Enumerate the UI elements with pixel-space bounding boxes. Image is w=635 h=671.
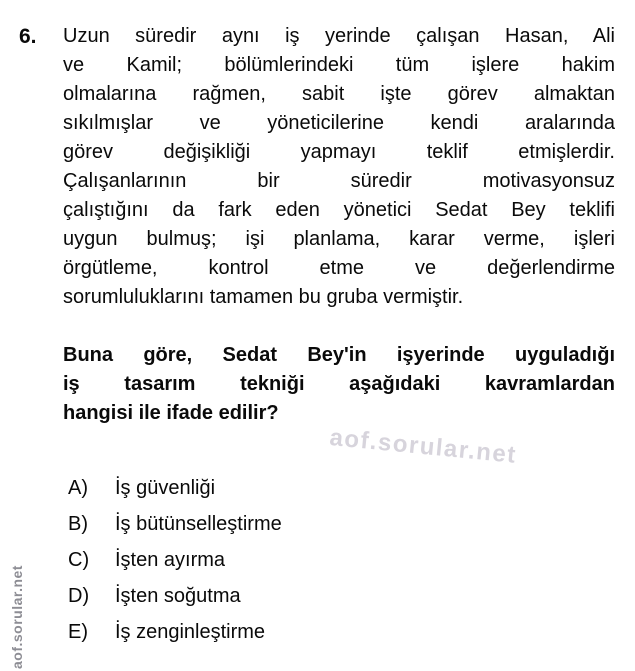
question-line: Uzun süredir aynı iş yerinde çalışan Hasan, Ali	[63, 25, 615, 47]
question-paragraph	[63, 22, 615, 312]
option-letter: D)	[68, 585, 90, 607]
option-a[interactable]	[68, 470, 488, 506]
question-line: ve Kamil; bölümlerindeki tüm işlere hakim	[63, 54, 615, 76]
question-line: olmalarına rağmen, sabit işte görev almaktan	[63, 83, 615, 105]
stem-line: iş tasarım tekniği aşağıdaki kavramlardan	[63, 373, 615, 395]
question-line: Çalışanlarının bir süredir motivasyonsuz	[63, 170, 615, 192]
option-letter: C)	[68, 549, 90, 571]
question-line: uygun bulmuş; işi planlama, karar verme, işleri	[63, 228, 615, 250]
option-letter: A)	[68, 477, 88, 499]
question-number: 6.	[19, 25, 37, 48]
question-line: sıkılmışlar ve yöneticilerine kendi aralarında	[63, 112, 615, 134]
watermark-diagonal: aof.sorular.net	[328, 424, 519, 469]
option-d[interactable]	[68, 578, 488, 614]
option-text: İşten soğutma	[115, 585, 241, 607]
watermark-vertical: aof.sorular.net	[9, 565, 25, 669]
option-text: İş zenginleştirme	[115, 621, 266, 643]
question-line: örgütleme, kontrol etme ve değerlendirme	[63, 257, 615, 279]
option-b[interactable]	[68, 506, 488, 542]
option-letter: E)	[68, 621, 88, 643]
option-text: İş bütünselleştirme	[115, 513, 282, 535]
option-e[interactable]	[68, 614, 488, 650]
stem-line: Buna göre, Sedat Bey'in işyerinde uyguladığı	[63, 344, 615, 366]
question-stem	[63, 341, 615, 428]
option-text: İşten ayırma	[115, 549, 226, 571]
question-body	[63, 22, 615, 428]
option-c[interactable]	[68, 542, 488, 578]
stem-line: hangisi ile ifade edilir?	[63, 402, 279, 424]
option-text: İş güvenliği	[115, 477, 216, 499]
option-letter: B)	[68, 513, 88, 535]
options-list	[68, 470, 488, 650]
question-line: sorumluluklarını tamamen bu gruba vermiştir.	[63, 286, 464, 308]
question-block	[19, 22, 615, 428]
question-line: çalıştığını da fark eden yönetici Sedat Bey teklifi	[63, 199, 615, 221]
question-line: görev değişikliği yapmayı teklif etmişlerdir.	[63, 141, 615, 163]
